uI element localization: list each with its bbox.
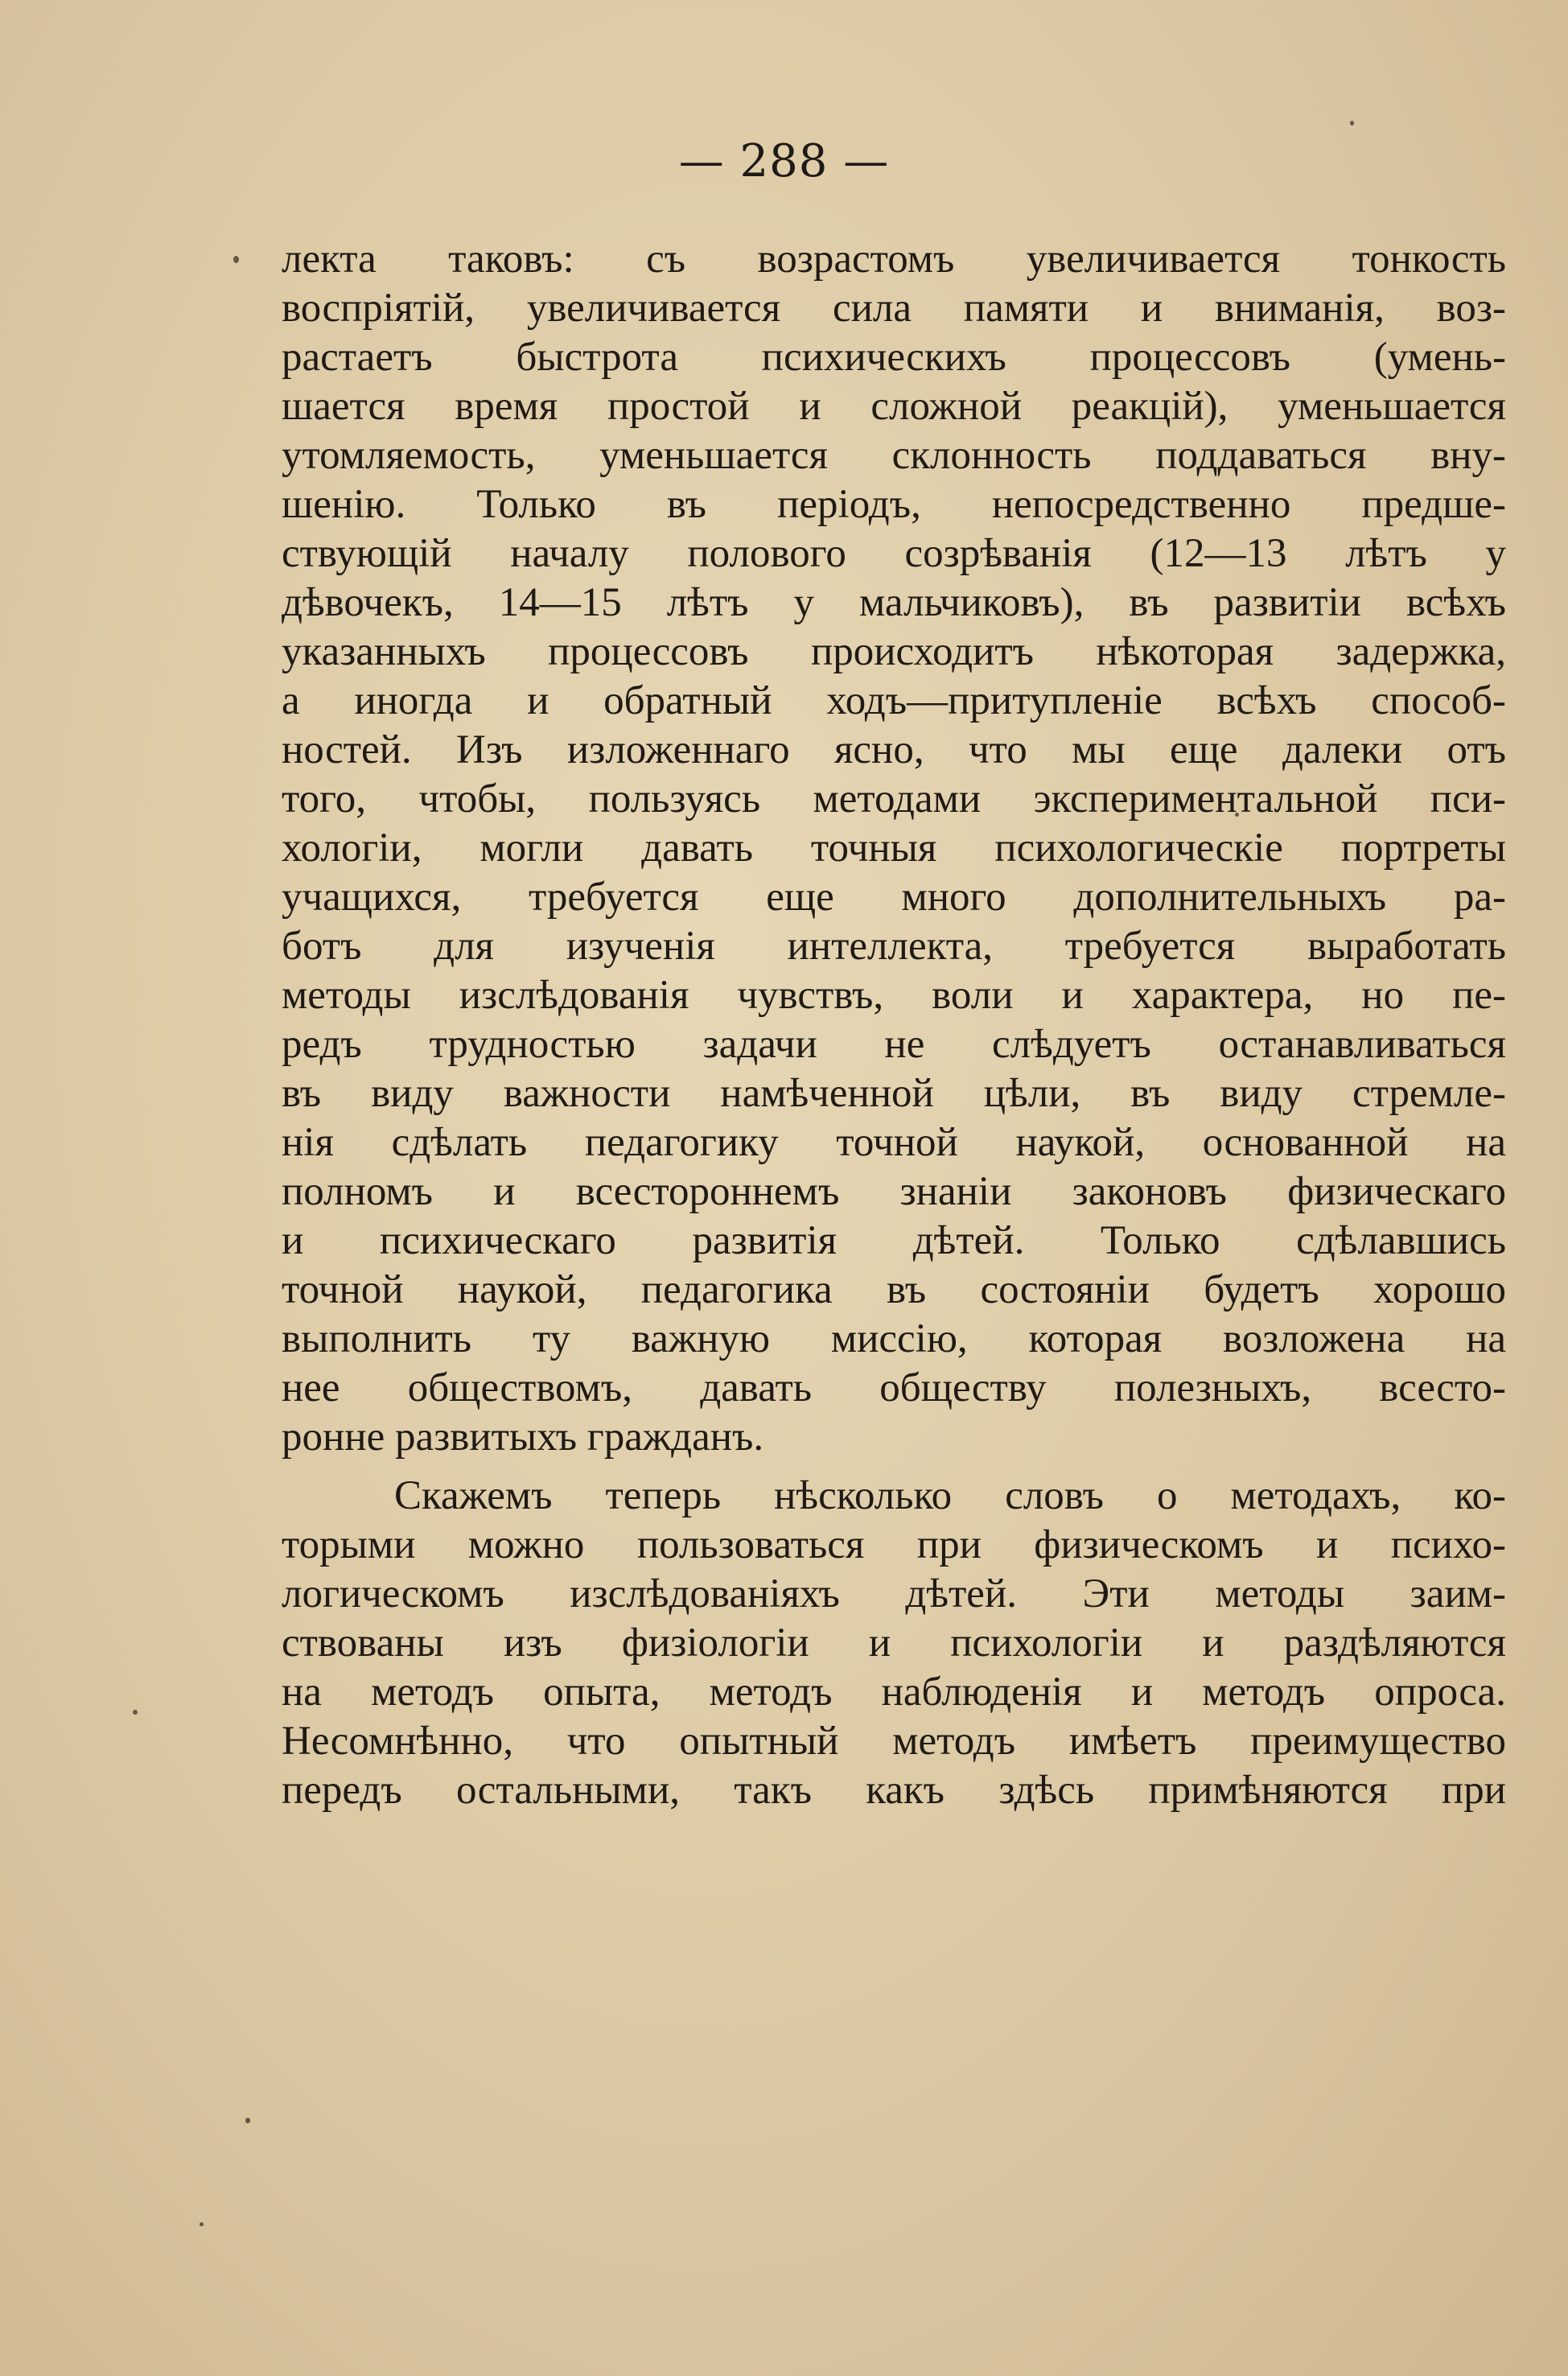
text-line: утомляемость, уменьшается склонность поддаваться вну- [282, 433, 1506, 478]
paragraph-2 [282, 1472, 1506, 1815]
ink-speck [233, 256, 239, 263]
text-line: хологіи, могли давать точныя психологическіе портреты [282, 826, 1506, 871]
ink-speck [245, 2118, 250, 2123]
text-line: редъ трудностью задачи не слѣдуетъ останавливаться [282, 1022, 1506, 1067]
text-line: Несомнѣнно, что опытный методъ имѣетъ преимущество [282, 1719, 1506, 1764]
text-line: а иногда и обратный ходъ—притупленіе всѣхъ способ- [282, 678, 1506, 723]
ink-speck [200, 2222, 204, 2226]
text-line: методы изслѣдованія чувствъ, воли и характера, но пе- [282, 973, 1506, 1018]
text-line: и психическаго развитія дѣтей. Только сдѣлавшись [282, 1218, 1506, 1263]
text-line: ствующій началу полового созрѣванія (12—13 лѣтъ у [282, 531, 1506, 576]
body-text [282, 235, 1506, 1815]
text-line: Скажемъ теперь нѣсколько словъ о методахъ, ко- [394, 1473, 1506, 1518]
text-line: ботъ для изученія интеллекта, требуется выработать [282, 924, 1506, 969]
text-line: шается время простой и сложной реакцій), уменьшается [282, 384, 1506, 429]
text-line: нее обществомъ, давать обществу полезныхъ, всесто- [282, 1365, 1506, 1410]
text-line: дѣвочекъ, 14—15 лѣтъ у мальчиковъ), въ развитіи всѣхъ [282, 580, 1506, 625]
text-line: растаетъ быстрота психическихъ процессовъ (умень- [282, 335, 1506, 380]
page-number: — 288 — [678, 135, 890, 187]
text-line: ностей. Изъ изложеннаго ясно, что мы еще далеки отъ [282, 727, 1506, 772]
text-line: воспріятій, увеличивается сила памяти и вниманія, воз- [282, 286, 1506, 331]
text-line: передъ остальными, такъ какъ здѣсь примѣняются при [282, 1768, 1506, 1813]
text-line: того, чтобы, пользуясь методами экспериментальной пси- [282, 776, 1506, 822]
text-line: шенію. Только въ періодъ, непосредственно предше- [282, 482, 1506, 527]
text-line: выполнить ту важную миссію, которая возложена на [282, 1316, 1506, 1361]
text-line: логическомъ изслѣдованіяхъ дѣтей. Эти методы заим- [282, 1571, 1506, 1616]
text-line: лекта таковъ: съ возрастомъ увеличивается тонкость [282, 237, 1506, 282]
text-line: учащихся, требуется еще много дополнительныхъ ра- [282, 875, 1506, 920]
text-line: ствованы изъ физіологіи и психологіи и раздѣляются [282, 1620, 1506, 1666]
ink-speck [1350, 121, 1354, 126]
text-line: ронне развитыхъ гражданъ. [282, 1414, 764, 1460]
text-line: нія сдѣлать педагогику точной наукой, основанной на [282, 1120, 1506, 1165]
text-line: указанныхъ процессовъ происходитъ нѣкоторая задержка, [282, 629, 1506, 674]
text-line: полномъ и всестороннемъ знаніи законовъ физическаго [282, 1169, 1506, 1214]
text-line: торыми можно пользоваться при физическомъ и психо- [282, 1522, 1506, 1567]
text-line: точной наукой, педагогика въ состояніи будетъ хорошо [282, 1267, 1506, 1312]
text-line: на методъ опыта, методъ наблюденія и методъ опроса. [282, 1670, 1506, 1715]
text-line: въ виду важности намѣченной цѣли, въ виду стремле- [282, 1071, 1506, 1116]
ink-speck [133, 1710, 138, 1715]
paragraph-1 [282, 235, 1506, 1462]
